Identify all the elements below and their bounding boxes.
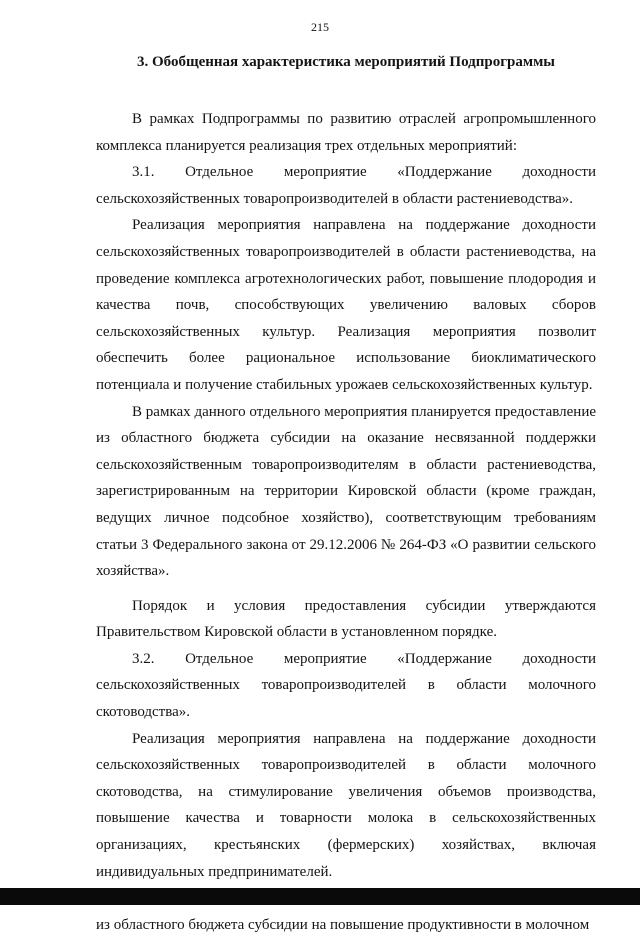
paragraph-measure-3-2: 3.2. Отдельное мероприятие «Поддержание доходности сельскохозяйственных товаропроизводителей в области молочного скотоводства». — [96, 650, 596, 721]
paragraph-measure-3-1-subsidy: В рамках данного отдельного мероприятия планируется предоставление из областного бюджета субсидии на оказание несвязанной поддержки сельскохозяйственным товаропроизводителям в области растениеводства, зарегистрированным на территории Кировской области (кроме граждан, ведущих личное подсобное хозяйство), соответствующим требованиям статьи 3 Федерального закона от 29.12.2006 № 264-ФЗ «О развитии сельского хозяйства». — [96, 403, 596, 580]
page-number: 215 — [311, 20, 329, 34]
scan-edge-bar — [0, 888, 640, 905]
section-heading: 3. Обобщенная характеристика мероприятий Подпрограммы — [136, 54, 556, 70]
paragraph-measure-3-2-goal: Реализация мероприятия направлена на поддержание доходности сельскохозяйственных товаропроизводителей в области молочного скотоводства, на стимулирование увеличения объемов производства, повышение качества и товарности молока в сельскохозяйственных организациях, крестьянских (фермерских) хозяйствах, включая индивидуальных предпринимателей. — [96, 730, 596, 880]
paragraph-intro: В рамках Подпрограммы по развитию отраслей агропромышленного комплекса планируется реализация трех отдельных мероприятий: — [96, 111, 596, 154]
paragraph-measure-3-2-subsidy: из областного бюджета субсидии на повышение продуктивности в молочном — [96, 916, 590, 933]
document-body — [96, 98, 596, 938]
paragraph-subsidy-procedure: Порядок и условия предоставления субсидии утверждаются Правительством Кировской области в установленном порядке. — [96, 597, 596, 641]
paragraph-measure-3-1-goal: Реализация мероприятия направлена на поддержание доходности сельскохозяйственных товаропроизводителей в области растениеводства, на проведение комплекса агротехнологических работ, повышение плодородия и качества почв, способствующих увеличению валовых сборов сельскохозяйственных культур. Реализация мероприятия позволит обеспечить более рациональное использование биоклиматического потенциала и получение стабильных урожаев сельскохозяйственных культур. — [96, 217, 596, 393]
paragraph-measure-3-1: 3.1. Отдельное мероприятие «Поддержание доходности сельскохозяйственных товаропроизводителей в области растениеводства». — [96, 164, 596, 207]
